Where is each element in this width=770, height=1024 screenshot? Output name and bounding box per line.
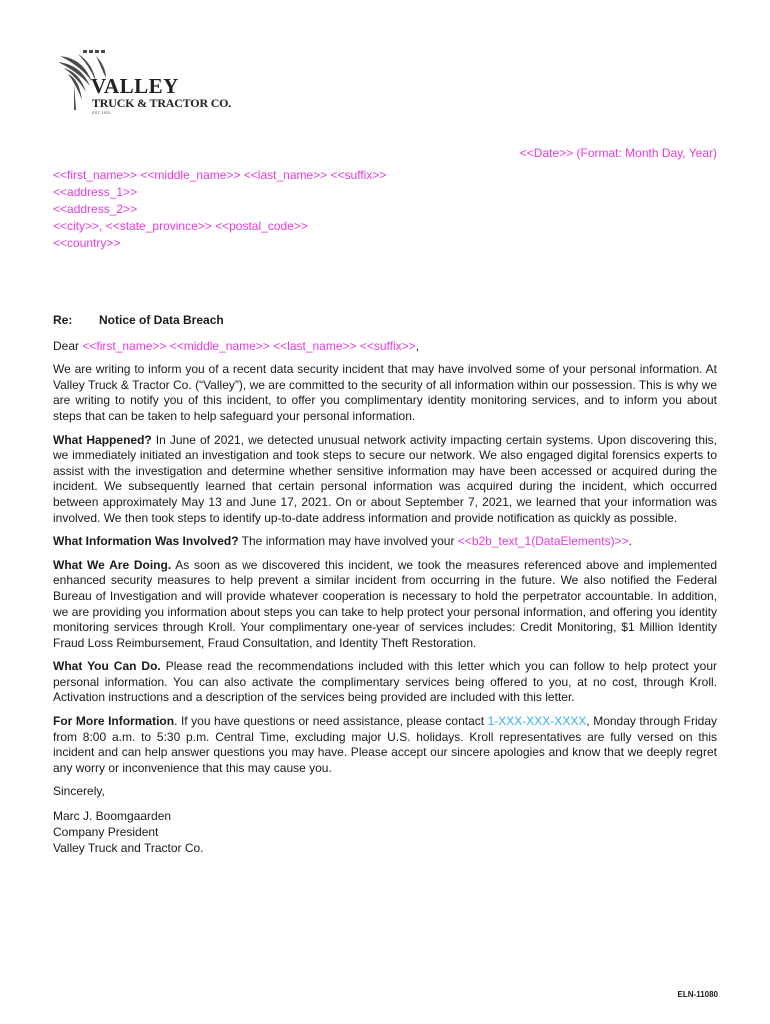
address-line: <<country>> [53, 236, 121, 250]
letter-body [53, 313, 717, 856]
what-happened-text: In June of 2021, we detected unusual network activity impacting certain systems. Upon discovering this, we immediately initiated an investigation and took steps to secure our network. We also engaged digital forensics experts to assist with the investigation and determine whether sensitive information may have been accessed or acquired during the incident. We subsequently learned that certain personal information was acquired during the incident, which occurred between approximately May 13 and June 17, 2021. On or about September 7, 2021, we learned that your information was involved. We then took steps to identify up-to-date address information and provide notification as quickly as possible. [53, 432, 717, 525]
signer-company: Valley Truck and Tractor Co. [53, 841, 204, 856]
signature-block [53, 808, 717, 856]
phone-placeholder: 1-XXX-XXX-XXXX [487, 714, 587, 729]
signer-title: Company President [53, 825, 159, 840]
re-label: Re: [53, 313, 73, 327]
more-info-paragraph [53, 714, 717, 776]
address-line: <<first_name>> <<middle_name>> <<last_name>> <<suffix>> [53, 168, 387, 182]
subject-line [53, 313, 717, 329]
what-you-do-paragraph [53, 659, 717, 706]
what-doing-heading: What We Are Doing. [53, 557, 172, 572]
logo-tagline: TRUCK & TRACTOR CO. [92, 96, 232, 110]
more-info-text-before: . If you have questions or need assistance, please contact [174, 714, 488, 729]
logo-established: EST. 1920 [92, 110, 111, 115]
what-you-do-heading: What You Can Do. [53, 659, 161, 674]
what-info-paragraph [53, 534, 717, 550]
what-info-text: The information may have involved your [238, 534, 458, 549]
what-doing-paragraph [53, 558, 717, 652]
data-elements-placeholder: <<b2b_text_1(DataElements)>> [457, 534, 629, 549]
more-info-heading: For More Information [53, 714, 175, 729]
address-line: <<city>>, <<state_province>> <<postal_code>> [53, 219, 308, 233]
address-line: <<address_1>> [53, 185, 138, 199]
intro-paragraph: We are writing to inform you of a recent data security incident that may have involved some of your personal information. At Valley Truck & Tractor Co. (“Valley”), we are committed to the security of all information within our possession. This is why we are writing to notify you of this incident, to offer you complimentary identity monitoring services, and to inform you about steps that can be taken to help safeguard your personal information. [53, 362, 717, 423]
company-logo [56, 44, 246, 120]
more-info-text-after: , Monday through Friday from 8:00 a.m. to 5:30 p.m. Central Time, excluding major U.S. holidays. Kroll representatives are fully versed on this incident and can help answer questions you may have. Please accept our sincere apologies and know that we deeply regret any worry or inconvenience that this may cause you. [53, 714, 717, 775]
greeting [53, 339, 717, 355]
date-placeholder: <<Date>> (Format: Month Day, Year) [519, 146, 717, 160]
closing: Sincerely, [53, 784, 105, 799]
greeting-prefix: Dear [53, 338, 83, 353]
what-happened-paragraph [53, 433, 717, 527]
greeting-suffix: , [415, 338, 420, 353]
what-you-do-text: Please read the recommendations included with this letter which you can follow to help protect your personal information. You can also activate the complimentary services being offered to you, at no cost, through Kroll. Activation instructions and a description of the services being provided are included with this letter. [53, 659, 717, 705]
document-code: ELN-11080 [677, 990, 718, 999]
what-happened-heading: What Happened? [53, 432, 152, 447]
recipient-address [53, 167, 386, 252]
what-doing-text: As soon as we discovered this incident, we took the measures referenced above and implemented enhanced security measures to help prevent a similar incident from occurring in the future. We also notified the Federal Bureau of Investigation and will provide whatever cooperation is necessary to hold the perpetrator accountable. In addition, we are providing you information about steps you can take to help protect your personal information, and offering you identity monitoring services through Kroll. Your complimentary one-year of services includes: Credit Monitoring, $1 Million Identity Fraud Loss Reimbursement, Fraud Consultation, and Identity Theft Restoration. [53, 557, 717, 650]
what-info-end: . [628, 534, 632, 549]
greeting-name-placeholder: <<first_name>> <<middle_name>> <<last_name>> <<suffix>> [82, 338, 416, 353]
signer-name: Marc J. Boomgaarden [53, 809, 172, 824]
address-line: <<address_2>> [53, 202, 138, 216]
what-info-heading: What Information Was Involved? [53, 534, 239, 549]
subject-text: Notice of Data Breach [99, 313, 224, 327]
logo-name: VALLEY [91, 74, 179, 98]
